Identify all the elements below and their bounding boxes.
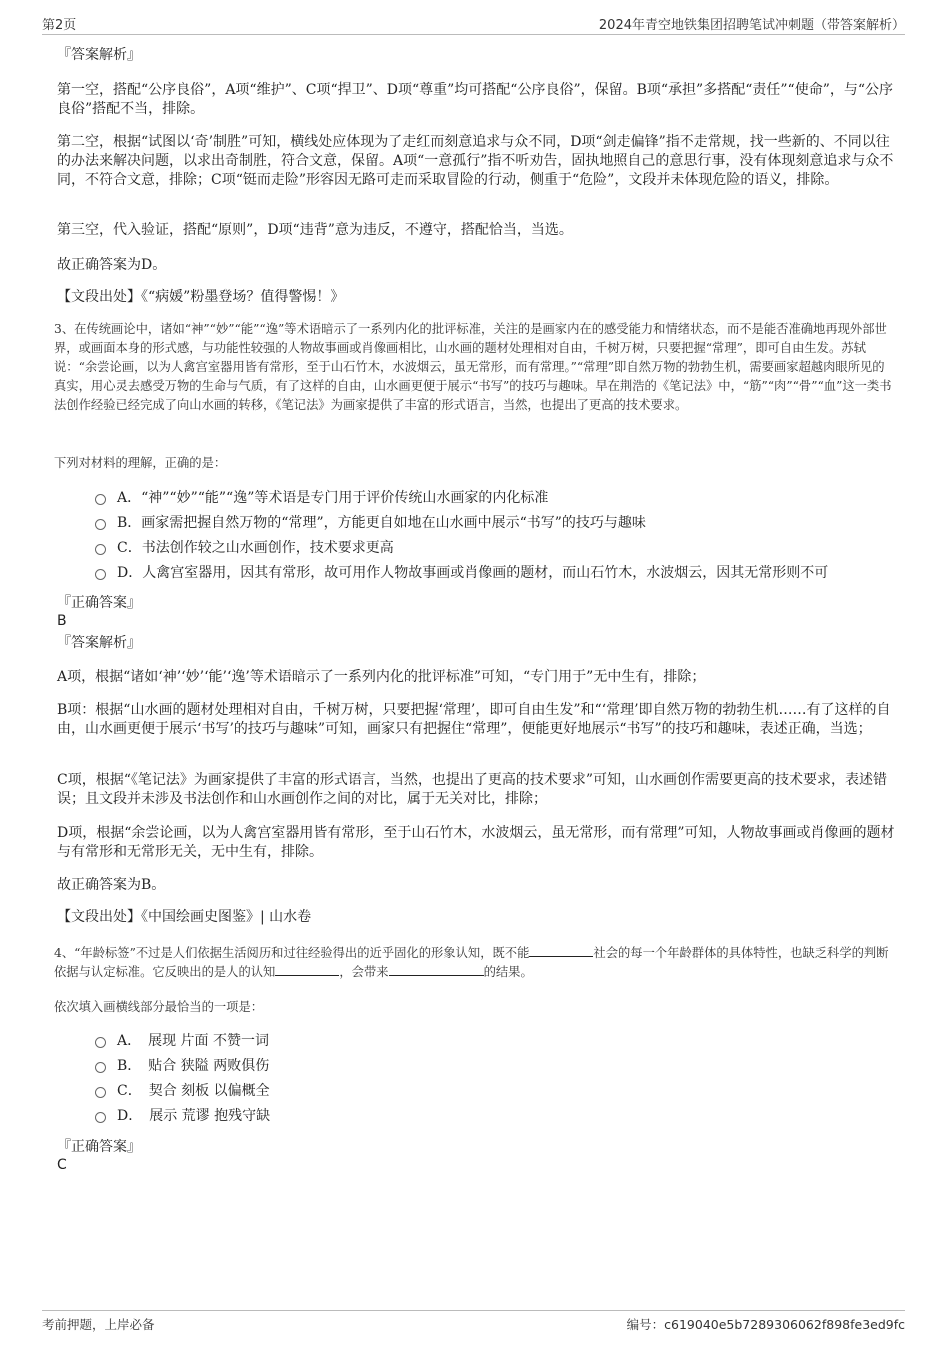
analysis-option-d: D项，根据“余尝论画，以为人禽宫室器用皆有常形，至于山石竹木，水波烟云，虽无常形，而有常理”可知，人物故事画或肖像画的题材与有常形和无常形无关，无中生有，排除。 [57,825,895,860]
page-footer [42,1310,905,1335]
correct-answer: C [57,1157,67,1173]
correct-answer: B [57,613,67,629]
analysis-label: 『答案解析』 [57,47,141,63]
document-title: 2024年青空地铁集团招聘笔试冲刺题（带答案解析） [598,18,905,33]
analysis-label: 『答案解析』 [57,635,141,651]
radio-button-icon[interactable] [95,1112,106,1123]
correct-answer-label: 『正确答案』 [57,595,141,611]
source-citation: 【文段出处】《“病媛”粉墨登场？值得警惕！》 [57,289,345,305]
question-4-options [57,1029,897,1129]
radio-button-icon[interactable] [95,1062,106,1073]
option-a[interactable]: A． 展现 片面 不赞一词 [57,1029,897,1054]
option-a[interactable]: A．“神”“妙”“能”“逸”等术语是专门用于评价传统山水画家的内化标准 [57,486,897,511]
question-4-prompt: 依次填入画横线部分最恰当的一项是： [54,1000,264,1014]
blank-3 [389,963,484,976]
blank-2 [275,963,339,976]
option-d[interactable]: D． 展示 荒谬 抱残守缺 [57,1104,897,1129]
analysis-option-a: A项，根据“诸如‘神’‘妙’‘能’‘逸’等术语暗示了一系列内化的批评标准”可知，“专门用于”无中生有，排除； [57,669,706,685]
radio-button-icon[interactable] [95,544,106,555]
radio-button-icon[interactable] [95,494,106,505]
option-b[interactable]: B． 贴合 狭隘 两败俱伤 [57,1054,897,1079]
question-3-options [57,486,897,586]
conclusion: 故正确答案为D。 [57,257,167,273]
option-c[interactable]: C． 契合 刻板 以偏概全 [57,1079,897,1104]
question-3-prompt: 下列对材料的理解，正确的是： [54,456,227,470]
correct-answer-label: 『正确答案』 [57,1139,141,1155]
conclusion: 故正确答案为B。 [57,877,166,893]
option-c[interactable]: C．书法创作较之山水画创作，技术要求更高 [57,536,897,561]
question-3-stem: 3、在传统画论中，诸如“神”“妙”“能”“逸”等术语暗示了一系列内化的批评标准，关注的是画家内在的感受能力和情绪状态，而不是能否准确地再现外部世界，或画面本身的形式感，与功能性较强的人物故事画或肖像画相比，山水画的题材处理相对自由，千树万树，只要把握“常理”，即可自由生发。苏轼说：“余尝论画，以为人禽宫室器用皆有常形，至于山石竹木，水波烟云，虽无常形，而有常理。”“常理”即自然万物的勃勃生机，需要画家超越肉眼所见的真实，用心灵去感受万物的生命与气质，有了这样的自由，山水画更便于展示“书写”的技巧与趣味。早在荆浩的《笔记法》中，“筋”“肉”“骨”“血”这一类书法创作经验已经完成了向山水画的转移，《笔记法》为画家提供了丰富的形式语言，当然，也提出了更高的技术要求。 [54,322,892,412]
blank-1 [529,944,593,957]
document-code: 编号：c619040e5b7289306062f898fe3ed9fc [626,1317,905,1332]
analysis-paragraph-1: 第一空，搭配“公序良俗”，A项“维护”、C项“捍卫”、D项“尊重”均可搭配“公序良俗”，保留。B项“承担”多搭配“责任”“使命”，与“公序良俗”搭配不当，排除。 [57,82,894,117]
radio-button-icon[interactable] [95,1087,106,1098]
analysis-paragraph-3: 第三空，代入验证，搭配“原则”，D项“违背”意为违反，不遵守，搭配恰当，当选。 [57,222,573,238]
source-citation: 【文段出处】《中国绘画史图鉴》| 山水卷 [57,909,312,925]
analysis-paragraph-2: 第二空，根据“试图以‘奇’制胜”可知，横线处应体现为了走红而刻意追求与众不同，D项“剑走偏锋”指不走常规，找一些新的、不同以往的办法来解决问题，以求出奇制胜，符合文意，保留。A项“一意孤行”指不听劝告，固执地照自己的意思行事，没有体现刻意追求与众不同，不符合文意，排除；C项“铤而走险”形容因无路可走而采取冒险的行动，侧重于“危险”，文段并未体现危险的语义，排除。 [57,134,894,188]
radio-button-icon[interactable] [95,1037,106,1048]
analysis-option-c: C项，根据“《笔记法》为画家提供了丰富的形式语言，当然，也提出了更高的技术要求”可知，山水画创作需要更高的技术要求，表述错误；且文段并未涉及书法创作和山水画创作之间的对比，属于无关对比，排除； [57,772,888,807]
page-header [42,12,905,35]
analysis-option-b: B项：根据“山水画的题材处理相对自由，千树万树，只要把握‘常理’，即可自由生发”和“‘常理’即自然万物的勃勃生机……有了这样的自由，山水画更便于展示‘书写’的技巧与趣味”可知，画家只有把握住“常理”，便能更好地展示“书写”的技巧和趣味，表述正确，当选； [57,702,891,737]
page-number: 第2页 [42,18,77,33]
radio-button-icon[interactable] [95,569,106,580]
footer-slogan: 考前押题，上岸必备 [42,1317,155,1332]
question-4-stem: 4、“年龄标签”不过是人们依据生活阅历和过往经验得出的近乎固化的形象认知，既不能 社会的每一个年龄群体的具体特性，也缺乏科学的判断依据与认定标准。它反映出的是人的认知 ，会带来 的结果。 [54,946,889,979]
radio-button-icon[interactable] [95,519,106,530]
option-b[interactable]: B．画家需把握自然万物的“常理”，方能更自如地在山水画中展示“书写”的技巧与趣味 [57,511,897,536]
option-d[interactable]: D．人禽宫室器用，因其有常形，故可用作人物故事画或肖像画的题材，而山石竹木，水波烟云，因其无常形则不可 [57,561,897,586]
